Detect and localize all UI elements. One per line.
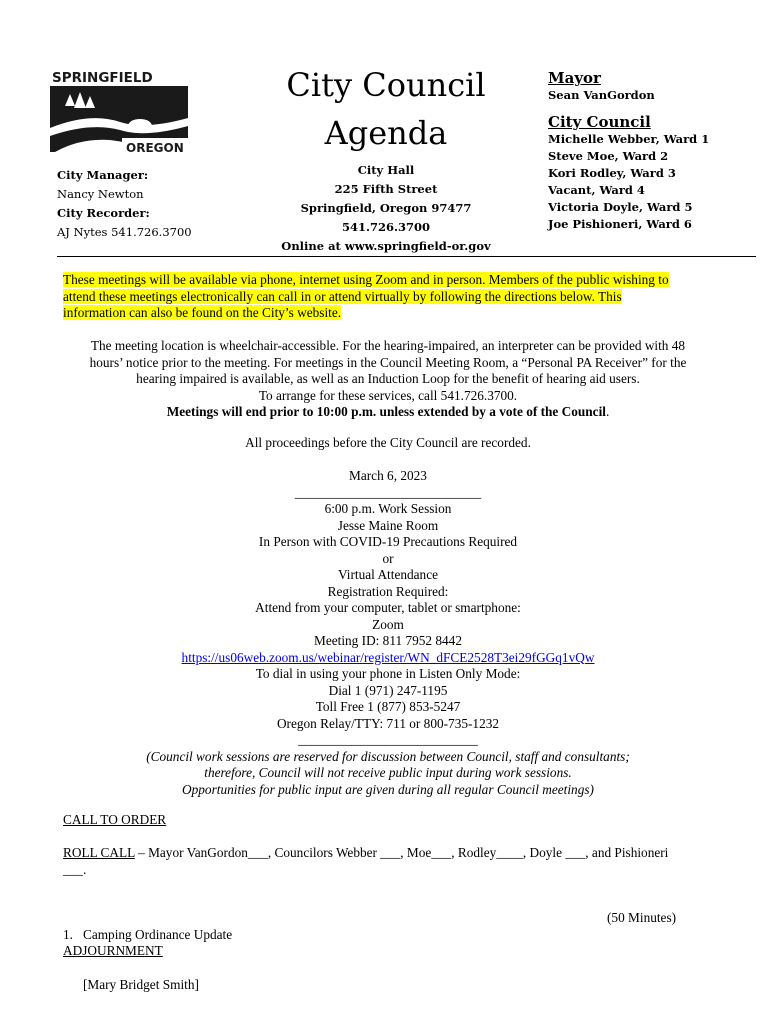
roll-call <box>63 845 713 878</box>
page-title-line2: Agenda <box>324 114 448 152</box>
header-divider <box>57 256 756 257</box>
or-text: or <box>382 550 394 566</box>
access-line-4: To arrange for these services, call 541.726.3700. <box>258 387 518 403</box>
work-session-note-1: (Council work sessions are reserved for discussion between Council, staff and consultants; <box>146 748 630 764</box>
session-time: 6:00 p.m. Work Session <box>324 501 452 516</box>
page-title-line1: City Council <box>286 66 486 104</box>
logo-text-oregon: OREGON <box>126 141 184 155</box>
notice-line-2: attend these meetings electronically can call in or attend virtually by following the directions below. This <box>63 288 622 304</box>
address-line-3: Springfield, Oregon 97477 <box>300 201 472 215</box>
access-line-3: hearing impaired is available, as well as an Induction Loop for the benefit of hearing aid users. <box>136 371 640 386</box>
registration-required: Registration Required: <box>327 583 449 599</box>
notice-line-3: information can also be found on the City’s website. <box>63 305 342 320</box>
roll-call-label: ROLL CALL <box>63 845 135 860</box>
zoom-registration-link[interactable]: https://us06web.zoom.us/webinar/register/WN_dFCE2528T3ei29fGGq1vQw <box>181 649 595 665</box>
virtual-attendance: Virtual Attendance <box>338 567 438 582</box>
agenda-item-title: 1. Camping Ordinance Update <box>63 927 233 942</box>
city-logo <box>50 68 190 158</box>
access-line-1: The meeting location is wheelchair-accessible. For the hearing-impaired, an interpreter can be provided with 48 <box>90 338 686 353</box>
meeting-date: March 6, 2023 <box>349 468 427 483</box>
springfield-logo-graphic <box>50 68 190 158</box>
recorded-notice: All proceedings before the City Council are recorded. <box>245 435 531 450</box>
council-member: Joe Pishioneri, Ward 6 <box>548 217 692 231</box>
city-recorder-label: City Recorder: <box>57 206 150 220</box>
logo-text-springfield: SPRINGFIELD <box>52 70 153 86</box>
city-manager-label: City Manager: <box>57 168 149 182</box>
roll-call-tail: ___. <box>63 861 87 877</box>
address-phone: 541.726.3700 <box>341 220 431 234</box>
council-member: Michelle Webber, Ward 1 <box>548 132 710 146</box>
work-session-note-3: Opportunities for public input are given during all regular Council meetings) <box>182 781 594 797</box>
toll-free-number: Toll Free 1 (877) 853-5247 <box>315 699 461 714</box>
council-member: Steve Moe, Ward 2 <box>548 149 669 163</box>
work-session-note-2: therefore, Council will not receive public input during work sessions. <box>204 765 572 780</box>
mayor-heading: Mayor <box>548 69 601 87</box>
dial-instructions: To dial in using your phone in Listen Only Mode: <box>255 666 521 681</box>
council-member: Kori Rodley, Ward 3 <box>548 166 676 180</box>
call-to-order: CALL TO ORDER <box>63 812 167 827</box>
meeting-id: Meeting ID: 811 7952 8442 <box>314 633 462 648</box>
remote-access-notice <box>63 272 713 322</box>
zoom-label: Zoom <box>372 616 404 632</box>
roll-call-text: – Mayor VanGordon___, Councilors Webber ___, Moe___, Rodley____, Doyle ___, and Pishioneri <box>134 845 669 860</box>
agenda-item-presenter: [Mary Bridget Smith] <box>63 976 199 992</box>
adjournment: ADJOURNMENT <box>63 943 163 958</box>
city-recorder-name: AJ Nytes 541.726.3700 <box>57 225 192 239</box>
covid-requirement: In Person with COVID-19 Precautions Required <box>258 534 518 549</box>
notice-line-1: These meetings will be available via phone, internet using Zoom and in person. Members of the public wishing to <box>63 272 669 287</box>
council-heading: City Council <box>548 113 651 131</box>
session-room: Jesse Maine Room <box>337 517 439 533</box>
access-line-2: hours’ notice prior to the meeting. For meetings in the Council Meeting Room, a “Personal PA Receiver” for the <box>89 354 687 370</box>
mayor-name: Sean VanGordon <box>548 88 655 102</box>
relay-number: Oregon Relay/TTY: 711 or 800-735-1232 <box>276 715 500 731</box>
address-website: Online at www.springfield-or.gov <box>281 239 491 253</box>
city-manager-name: Nancy Newton <box>57 187 144 201</box>
session-details <box>63 468 713 798</box>
staff-block <box>57 166 192 242</box>
city-hall-address <box>266 161 506 256</box>
council-member: Vacant, Ward 4 <box>548 183 645 197</box>
council-roster <box>548 70 709 233</box>
divider-line: ____________________________ <box>294 484 482 500</box>
accessibility-notice: The meeting location is wheelchair-accessible. For the hearing-impaired, an interpreter can be provided with 48 hours’ notice prior to the meeting. For meetings in the Council Meeting Room, a “Personal PA Receiver” for the hearing impaired is available, as well as an Induction Loop for the benefit of hearing aid users. To arrange for these services, call 541.726.3700. Meetings will end prior to 10:00 p.m. unless extended by a vote of the Council. <box>63 338 713 421</box>
dial-number: Dial 1 (971) 247-1195 <box>328 682 448 698</box>
address-line-2: 225 Fifth Street <box>334 182 438 196</box>
council-member: Victoria Doyle, Ward 5 <box>548 200 693 214</box>
divider-line: ___________________________ <box>298 732 478 747</box>
address-line-1: City Hall <box>357 163 415 177</box>
attend-instructions: Attend from your computer, tablet or smartphone: <box>255 600 521 615</box>
agenda-item-duration: (50 Minutes) <box>607 910 677 925</box>
meeting-end-notice: Meetings will end prior to 10:00 p.m. unless extended by a vote of the Council <box>166 404 606 419</box>
